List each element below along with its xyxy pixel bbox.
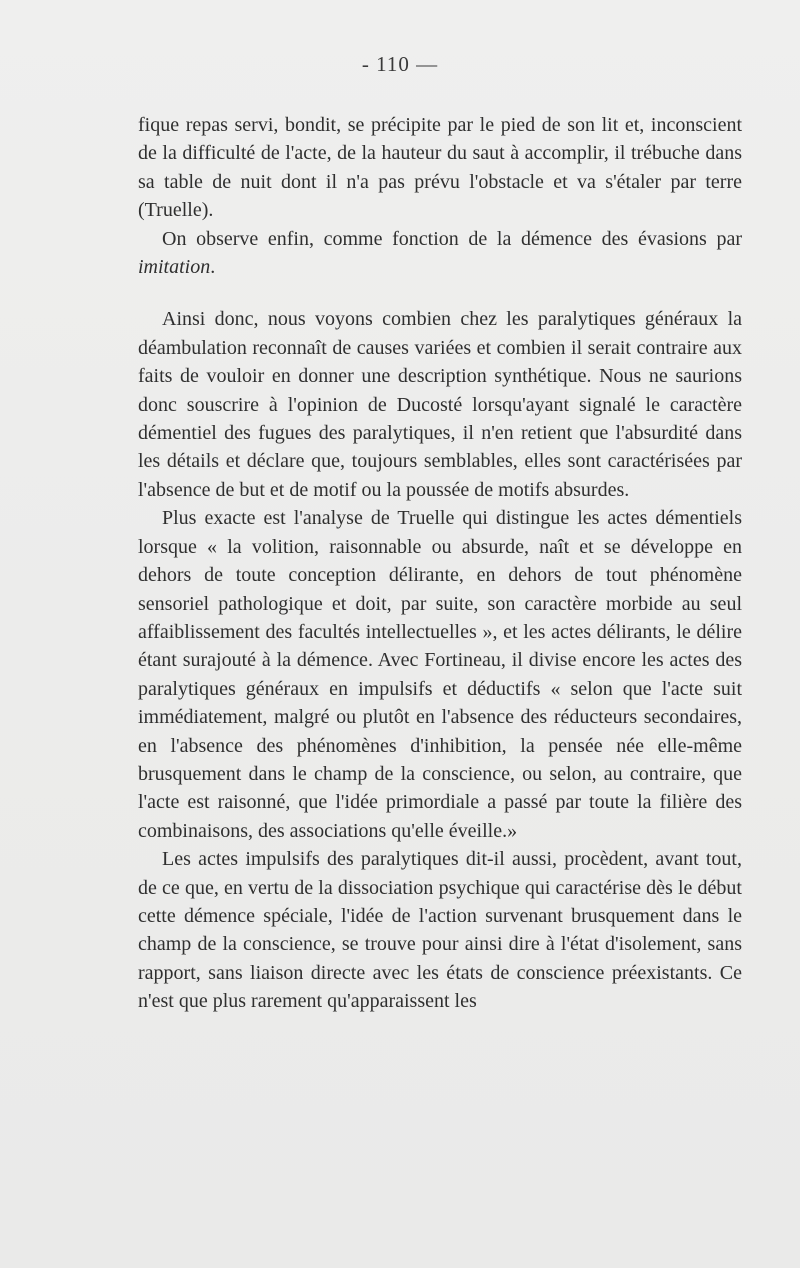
paragraph-continuation: fique repas servi, bondit, se précipite par le pied de son lit et, inconscient de la difficulté de l'acte, de la hauteur du saut à accomplir, il trébuche dans sa table de nuit dont il n'a pas prévu l'obstacle et va s'étaler par terre (Truelle).: [138, 114, 742, 222]
paragraph-ainsi-donc: Ainsi donc, nous voyons combien chez les paralytiques généraux la déambulation reconnaît de causes variées et combien il serait contraire aux faits de vouloir en donner une description synthétique. Nous ne saurions donc souscrire à l'opinion de Ducosté lorsqu'ayant signalé le caractère démentiel des fugues des paralytiques, il n'en retient que l'absurdité dans les détails et déclare que, toujours semblables, elles sont caractérisées par l'absence de but et de motif ou la poussée de motifs absurdes.: [138, 308, 742, 501]
paragraph-imitation-text: On observe enfin, comme fonction de la démence des évasions par: [162, 227, 742, 250]
page-number: - 110 —: [361, 52, 439, 76]
italic-word-imitation: imitation: [138, 256, 211, 279]
body-text: [138, 111, 742, 1016]
paragraph-actes-impulsifs: Les actes impulsifs des paralytiques dit-il aussi, procèdent, avant tout, de ce que, en vertu de la dissociation psychique qui caractérise dès le début cette démence spéciale, l'idée de l'action survenant brusquement dans le champ de la conscience, se trouve pour ainsi dire à l'état d'isolement, sans rapport, sans liaison directe avec les états de conscience préexistants. Ce n'est que plus rarement qu'apparaissent les: [138, 848, 742, 1013]
paragraph-imitation: [138, 225, 742, 282]
paragraph-plus-exacte: Plus exacte est l'analyse de Truelle qui distingue les actes démentiels lorsque « la volition, raisonnable ou absurde, naît et se développe en dehors de toute conception délirante, en dehors de tout phénomène sensoriel pathologique et doit, par suite, son caractère morbide au seul affaiblissement des facultés intellectuelles », et les actes délirants, le délire étant surajouté à la démence. Avec Fortineau, il divise encore les actes des paralytiques généraux en impulsifs et déductifs « selon que l'acte suit immédiatement, malgré ou plutôt en l'absence des réducteurs secondaires, en l'absence des phénomènes d'inhibition, la pensée née elle-même brusquement dans le champ de la conscience, ou selon, au contraire, que l'acte est raisonné, que l'idée primordiale a passé par toute la filière des combinaisons, des associations qu'elle éveille.»: [138, 507, 742, 842]
paragraph-imitation-end: .: [210, 256, 216, 279]
